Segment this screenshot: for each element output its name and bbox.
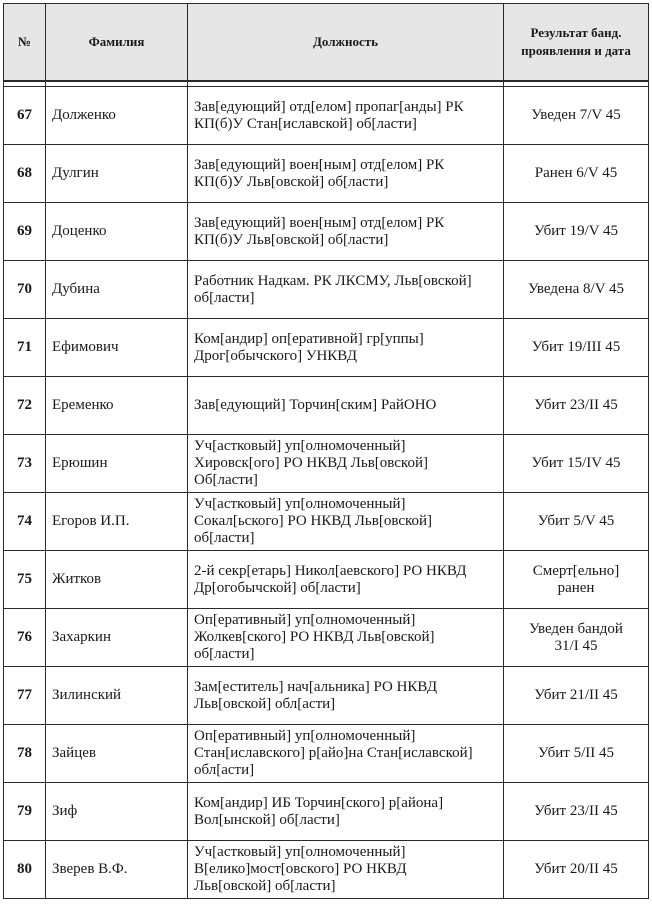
result-line: Убит 20/II 45 <box>534 861 618 877</box>
row-position <box>188 319 504 377</box>
position-line: В[елико]мост[овского] РО НКВД <box>194 861 407 877</box>
row-result <box>504 725 649 783</box>
position-line: КП(б)У Стан[иславской] об[ласти] <box>194 115 417 132</box>
row-surname: Ефимович <box>46 319 188 377</box>
row-number: 67 <box>4 87 46 145</box>
position-line: Льв[овской] об[ласти] <box>194 878 336 894</box>
table-row <box>4 783 649 841</box>
position-line: обл[асти] <box>194 762 255 778</box>
row-surname: Доценко <box>46 203 188 261</box>
result-line: Уведена 8/V 45 <box>527 281 625 297</box>
row-position <box>188 551 504 609</box>
result-line: Ранен 6/V 45 <box>534 165 618 181</box>
row-number: 70 <box>4 261 46 319</box>
row-number: 80 <box>4 841 46 899</box>
table-row <box>4 435 649 493</box>
row-result <box>504 261 649 319</box>
result-line: Убит 19/V 45 <box>533 223 619 239</box>
result-line: Убит 23/II 45 <box>534 397 618 413</box>
position-line: Вол[ынской] об[ласти] <box>194 811 340 828</box>
position-line: Зав[едующий] отд[елом] пропаг[анды] РК <box>194 98 464 115</box>
position-line: Зав[едующий] воен[ным] отд[елом] РК <box>194 156 445 173</box>
row-result <box>504 841 649 899</box>
position-line: Стан[иславского] р[айо]на Стан[иславской] <box>194 745 473 761</box>
row-surname: Дубина <box>46 261 188 319</box>
position-line: Сокал[ьского] РО НКВД Льв[овской] <box>194 513 433 529</box>
result-line: Уведен бандой <box>529 620 623 637</box>
row-position <box>188 203 504 261</box>
position-line: Работник Надкам. РК ЛКСМУ, Льв[овской] <box>194 272 472 289</box>
table-row <box>4 319 649 377</box>
row-number: 74 <box>4 493 46 551</box>
position-line: Хировск[ого] РО НКВД Льв[овской] <box>194 455 428 471</box>
row-result <box>504 319 649 377</box>
result-line: Уведен 7/V 45 <box>531 107 621 123</box>
table-row <box>4 261 649 319</box>
result-line: Убит 5/V 45 <box>537 513 615 529</box>
header-result <box>504 4 649 82</box>
position-line: КП(б)У Льв[овской] об[ласти] <box>194 173 389 190</box>
row-position <box>188 725 504 783</box>
row-surname: Житков <box>46 551 188 609</box>
position-line: 2-й секр[етарь] Никол[аевского] РО НКВД <box>194 562 467 579</box>
row-number: 78 <box>4 725 46 783</box>
position-line: Об[ласти] <box>194 472 258 488</box>
result-line: Убит 15/IV 45 <box>531 455 621 471</box>
row-position <box>188 609 504 667</box>
row-number: 76 <box>4 609 46 667</box>
result-line: Убит 19/III 45 <box>531 339 621 355</box>
table-row <box>4 841 649 899</box>
row-surname: Зайцев <box>46 725 188 783</box>
row-surname: Зилинский <box>46 667 188 725</box>
position-line: об[ласти] <box>194 646 255 662</box>
row-surname: Зверев В.Ф. <box>46 841 188 899</box>
position-line: Ком[андир] оп[еративной] гр[уппы] <box>194 330 424 347</box>
table-header-row <box>4 4 649 82</box>
position-line: Зав[едующий] воен[ным] отд[елом] РК <box>194 214 445 231</box>
row-result <box>504 667 649 725</box>
table-row <box>4 377 649 435</box>
row-number: 77 <box>4 667 46 725</box>
row-number: 68 <box>4 145 46 203</box>
header-result-line1: Результат банд. <box>530 25 622 41</box>
row-result <box>504 145 649 203</box>
row-result <box>504 203 649 261</box>
result-line: ранен <box>557 579 595 596</box>
row-number: 71 <box>4 319 46 377</box>
table-row <box>4 203 649 261</box>
row-position <box>188 87 504 145</box>
row-result <box>504 551 649 609</box>
position-line: Дрог[обычского] УНКВД <box>194 347 357 364</box>
row-number: 72 <box>4 377 46 435</box>
row-surname: Егоров И.П. <box>46 493 188 551</box>
row-number: 75 <box>4 551 46 609</box>
row-surname: Ерюшин <box>46 435 188 493</box>
table-row <box>4 87 649 145</box>
position-line: Зав[едующий] Торчин[ским] РайОНО <box>194 397 437 413</box>
header-surname: Фамилия <box>46 4 188 82</box>
position-line: Льв[овской] обл[асти] <box>194 695 336 712</box>
row-surname: Долженко <box>46 87 188 145</box>
position-line: об[ласти] <box>194 530 255 546</box>
row-result <box>504 493 649 551</box>
position-line: Уч[астковый] уп[олномоченный] <box>194 438 406 454</box>
header-result-line2: проявления и дата <box>521 43 631 58</box>
row-position <box>188 145 504 203</box>
row-result <box>504 609 649 667</box>
result-line: Убит 5/II 45 <box>537 745 615 761</box>
result-line: 31/I 45 <box>554 637 598 654</box>
row-position <box>188 435 504 493</box>
result-line: Убит 21/II 45 <box>534 687 618 703</box>
position-line: об[ласти] <box>194 289 255 306</box>
table-row <box>4 725 649 783</box>
position-line: КП(б)У Льв[овской] об[ласти] <box>194 231 389 248</box>
position-line: Уч[астковый] уп[олномоченный] <box>194 496 406 512</box>
position-line: Жолкев[ского] РО НКВД Льв[овской] <box>194 629 435 645</box>
position-line: Ком[андир] ИБ Торчин[ского] р[айона] <box>194 794 444 811</box>
row-result <box>504 783 649 841</box>
row-surname: Еременко <box>46 377 188 435</box>
row-result <box>504 435 649 493</box>
row-position <box>188 377 504 435</box>
row-surname: Дулгин <box>46 145 188 203</box>
table-row <box>4 493 649 551</box>
row-number: 73 <box>4 435 46 493</box>
header-position: Должность <box>188 4 504 82</box>
result-line: Убит 23/II 45 <box>534 803 618 819</box>
position-line: Др[огобычской] об[ласти] <box>194 579 361 596</box>
row-number: 79 <box>4 783 46 841</box>
table-row <box>4 609 649 667</box>
table-row <box>4 551 649 609</box>
header-number: № <box>4 4 46 82</box>
table-row <box>4 145 649 203</box>
result-line: Смерт[ельно] <box>532 562 620 579</box>
row-surname: Зиф <box>46 783 188 841</box>
row-position <box>188 667 504 725</box>
row-result <box>504 87 649 145</box>
row-position <box>188 841 504 899</box>
row-position <box>188 493 504 551</box>
position-line: Оп[еративный] уп[олномоченный] <box>194 728 416 744</box>
position-line: Уч[астковый] уп[олномоченный] <box>194 844 406 860</box>
table-row <box>4 667 649 725</box>
row-number: 69 <box>4 203 46 261</box>
row-surname: Захаркин <box>46 609 188 667</box>
position-line: Зам[еститель] нач[альника] РО НКВД <box>194 678 438 695</box>
position-line: Оп[еративный] уп[олномоченный] <box>194 612 416 628</box>
row-result <box>504 377 649 435</box>
row-position <box>188 783 504 841</box>
casualty-table <box>3 3 649 899</box>
row-position <box>188 261 504 319</box>
